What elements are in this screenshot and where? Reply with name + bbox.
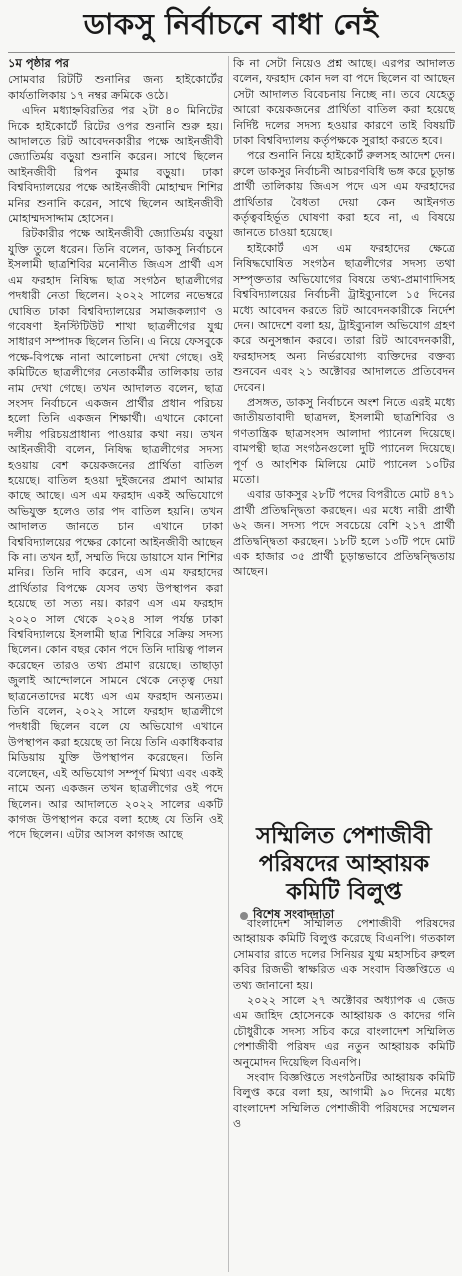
- column-divider: [228, 56, 229, 1272]
- headline: ডাকসু নির্বাচনে বাধা নেই: [83, 6, 379, 41]
- paragraph: রিটকারীর পক্ষে আইনজীবী জ্যোতির্ময় বড়ুয়া যুক্তি তুলে ধরেন। তিনি বলেন, ডাকসু নির্বাচনে ইসলামী ছাত্রশিবির মনোনীত জিএস প্রার্থী এস এম ফরহাদ নিষিদ্ধ ছাত্র সংগঠন ছাত্রলীগের পদধারী নেতা ছিলেন। ২০২২ সালের নভেম্বরে ঘোষিত ঢাকা বিশ্ববিদ্যালয়ের সমাজকল্যাণ ও গবেষণা ইনস্টিটিউট শাখা ছাত্রলীগের যুগ্ম সাধারণ সম্পাদক ছিলেন তিনি। এ নিয়ে ফেসবুকে পক্ষে-বিপক্ষে নানা আলোচনা দেখা গেছে। ওই কমিটিতে ছাত্রলীগের নেতাকর্মীর তালিকায় তার নাম দেখা গেছে। তখন আদালত বলেন, ছাত্র সংসদ নির্বাচনে একজন প্রার্থীর প্রধান পরিচয় হলো তিনি একজন শিক্ষার্থী। এখানে কোনো দলীয় পরিচয়প্রাধান্য পাওয়ার কথা নয়। তখন আইনজীবী বলেন, নিষিদ্ধ ছাত্রলীগের সদস্য হওয়ায় বেশ কয়েকজনের প্রার্থিতা বাতিল হয়েছে। বাতিল হওয়া দুইজনের প্রমাণ আমার কাছে আছে। এস এম ফরহাদ একই অভিযোগে অভিযুক্ত হলেও তার পদ বাতিল হয়নি। তখন আদালত জানতে চান এখানে ঢাকা বিশ্ববিদ্যালয়ের পক্ষের কোনো আইনজীবী আছেন কি না। তখন হ্যাঁ, সম্মতি দিয়ে ডায়াসে যান শিশির মনির। তিনি দাবি করেন, এস এম ফরহাদের প্রার্থিতার বিপক্ষে যেসব তথ্য উপস্থাপন করা হয়েছে তা সত্য নয়। কারণ এস এম ফরহাদ ২০২০ সাল থেকে ২০২৪ সাল পর্যন্ত ঢাকা বিশ্ববিদ্যালয়ে ইসলামী ছাত্র শিবিরে সক্রিয় সদস্য ছিলেন। কোন বছর কোন পদে তিনি দায়িত্ব পালন করেছেন তারও তথ্য প্রমাণ রয়েছে। তাছাড়া জুলাই আন্দোলনে সামনে থেকে নেতৃত্ব দেয়া ছাত্রনেতাদের মধ্যে এস এম ফরহাদ অন্যতম। তিনি বলেন, ২০২২ সালে ফরহাদ ছাত্রলীগে পদধারী ছিলেন বলে যে অভিযোগ এখানে উপস্থাপন করা হয়েছে তা নিয়ে তিনি একাধিকবার মিডিয়ায় যুক্তি উপস্থাপন করেছেন। তিনি বলেছেন, এই অভিযোগ সম্পূর্ণ মিথ্যা এবং একই নামে অন্য একজন তখন ছাত্রলীগের ওই পদে ছিলেন। আর আদালতে ২০২২ সালের একটি কাগজ উপস্থাপন করে বলা হচ্ছে যে তিনি ওই পদে ছিলেন। এটার আসল কাগজ আছে: [8, 227, 223, 842]
- second-story-headline: সম্মিলিত পেশাজীবী পরিষদের আহ্বায়ক কমিটি বিলুপ্ত: [256, 823, 432, 905]
- headline-rule: [8, 52, 455, 53]
- paragraph: বাংলাদেশ সম্মিলিত পেশাজীবী পরিষদের আহ্বায়ক কমিটি বিলুপ্ত করেছে বিএনপি। গতকাল সোমবার রাতে দলের সিনিয়র যুগ্ম মহাসচিব রুহুল কবির রিজভী স্বাক্ষরিত এক সংবাদ বিজ্ঞপ্তিতে এ তথ্য জানানো হয়।: [233, 917, 455, 992]
- paragraph: সংবাদ বিজ্ঞপ্তিতে সংগঠনটির আহ্বায়ক কমিটি বিলুপ্ত করে বলা হয়, আগামী ৯০ দিনের মধ্যে বাংলাদেশ সম্মিলিত পেশাজীবী পরিষদের সম্মেলন ও: [233, 1071, 455, 1131]
- paragraph: পরে শুনানি নিয়ে হাইকোর্ট রুলসহ আদেশ দেন। রুলে ডাকসুর নির্বাচনী আচরণবিধি ভঙ্গ করে চূড়ান্ত প্রার্থী তালিকায় জিএস পদে এস এম ফরহাদের প্রার্থিতার বৈধতা দেয়া কেন আইনগত কর্তৃত্ববহির্ভূত ঘোষণা করা হবে না, এ বিষয়ে জানতে চাওয়া হয়েছে।: [233, 149, 455, 240]
- byline-text: বিশেষ সংবাদদাতা: [253, 907, 335, 921]
- left-column: [8, 56, 223, 1272]
- second-story-body: [233, 916, 455, 1272]
- right-column-top: [233, 56, 455, 856]
- paragraph: সোমবার রিটটি শুনানির জন্য হাইকোর্টের কার্যতালিকায় ১৭ নম্বর ক্রমিকে ওঠে।: [8, 73, 223, 102]
- paragraph: এদিন মধ্যাহ্নবিরতির পর ২টা ৪০ মিনিটের দিকে হাইকোর্টে রিটের ওপর শুনানি শুরু হয়। আদালতে রিট আবেদনকারীর পক্ষে আইনজীবী জ্যোতির্ময় বড়ুয়া শুনানি করেন। সাথে ছিলেন আইনজীবী রিপন কুমার বড়ুয়া। ঢাকা বিশ্ববিদ্যালয়ের পক্ষে আইনজীবী মোহাম্মদ শিশির মনির শুনানি করেন, সাথে ছিলেন আইনজীবী মোহাম্মদসাদ্দাম হোসেন।: [8, 104, 223, 226]
- continued-label: ১ম পৃষ্ঠার পর: [8, 56, 69, 70]
- paragraph: এবার ডাকসুর ২৮টি পদের বিপরীতে মোট ৪৭১ প্রার্থী প্রতিদ্বন্দ্বিতা করছেন। এর মধ্যে নারী প্রার্থী ৬২ জন। সদস্য পদে সবচেয়ে বেশি ২১৭ প্রার্থী প্রতিদ্বন্দ্বিতা করছেন। ১৮টি হলে ১৩টি পদে মোট এক হাজার ৩৫ প্রার্থী চূড়ান্তভাবে প্রতিদ্বন্দ্বিতায় আছেন।: [233, 488, 455, 579]
- paragraph: হাইকোর্ট এস এম ফরহাদের ক্ষেত্রে নিষিদ্ধঘোষিত সংগঠন ছাত্রলীগের সদস্য তথা সম্পৃক্ততার অভিযোগের বিষয়ে তথ্য-প্রমাণাদিসহ বিশ্ববিদ্যালয়ের নির্বাচনী ট্রাইব্যুনালে ১৫ দিনের মধ্যে আবেদন করতে রিট আবেদনকারীকে নির্দেশ দেন। আদেশে বলা হয়, ট্রাইব্যুনাল অভিযোগ গ্রহণ করে অনুসন্ধান করবে। তারা রিট আবেদনকারী, ফরহাদসহ অন্য নির্ভরযোগ্য ব্যক্তিদের বক্তব্য শুনবেন এবং ২১ অক্টোবর আদালতে প্রতিবেদন দেবেন।: [233, 241, 455, 394]
- paragraph: কি না সেটা নিয়েও প্রশ্ন আছে। এরপর আদালত বলেন, ফরহাদ কোন দল বা পদে ছিলেন বা আছেন সেটা আদালত বিবেচনায় নিচ্ছে না। তবে যেহেতু আরো কয়েকজনের প্রার্থিতা বাতিল করা হয়েছে নির্দিষ্ট দলের সদস্য হওয়ার কারণে তাই বিষয়টি ঢাকা বিশ্ববিদ্যালয় কর্তৃপক্ষকে সুরাহা করতে হবে।: [233, 57, 455, 148]
- paragraph: প্রসঙ্গত, ডাকসু নির্বাচনে অংশ নিতে এরই মধ্যে জাতীয়তাবাদী ছাত্রদল, ইসলামী ছাত্রশিবির ও গণতান্ত্রিক ছাত্রসংসদ আলাদা প্যানেল দিয়েছে। বামপন্থী ছাত্র সংগঠনগুলো দুটি প্যানেল দিয়েছে। পূর্ণ ও আংশিক মিলিয়ে মোট প্যানেল ১০টির মতো।: [233, 395, 455, 486]
- paragraph: ২০২২ সালে ২৭ অক্টোবর অধ্যাপক এ জেড এম জাহিদ হোসেনকে আহ্বায়ক ও কাদের গনি চৌধুরীকে সদস্য সচিব করে বাংলাদেশ সম্মিলিত পেশাজীবী পরিষদ এর নতুন আহ্বায়ক কমিটি অনুমোদন দিয়েছিল বিএনপি।: [233, 994, 455, 1069]
